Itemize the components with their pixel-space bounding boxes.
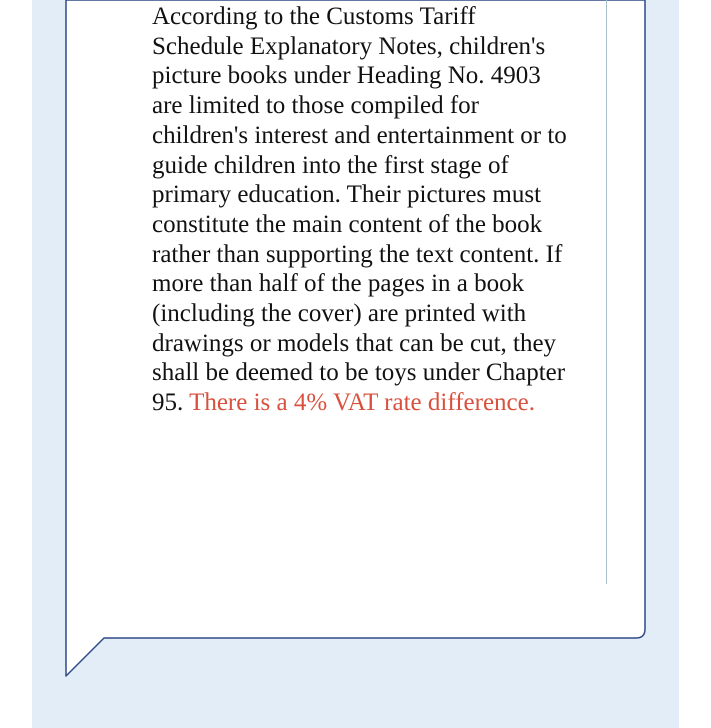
callout-body-text: According to the Customs Tariff Schedule Explanatory Notes, children's picture books under Heading No. 4903 are limited to those compiled for children's interest and entertainment or to guide children into the first stage of primary education. Their pictures must constitute the main content of the book rather than supporting the text content. If more than half of the pages in a book (including the cover) are printed with drawings or models that can be cut, they shall be deemed to be toys under Chapter 95. [152,3,567,417]
callout-text [152,2,572,418]
inner-rule-line [606,0,607,584]
callout-highlight-text: There is a 4% VAT rate difference. [189,389,535,417]
